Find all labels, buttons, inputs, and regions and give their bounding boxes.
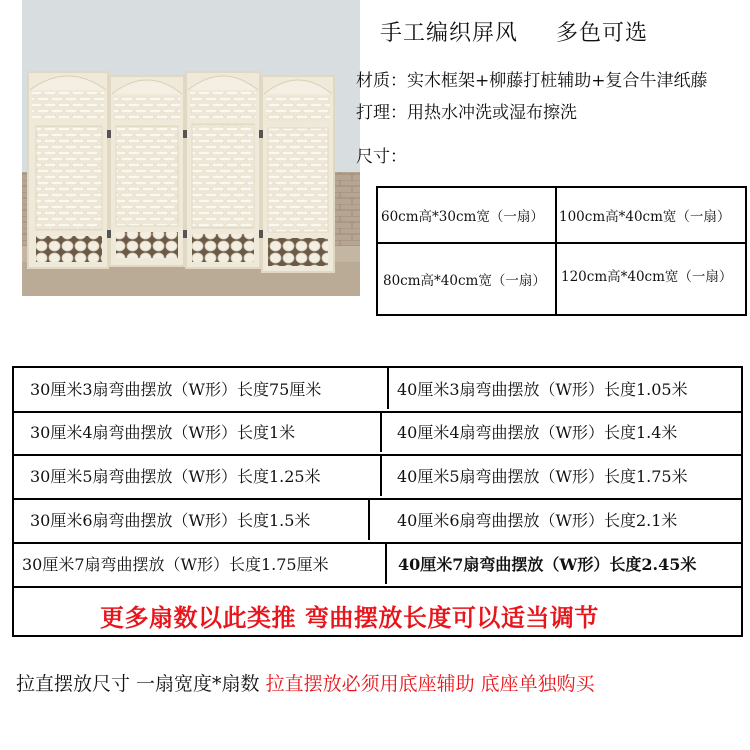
arrangement-cell: 30厘米4扇弯曲摆放（W形）长度1米: [14, 411, 382, 452]
table-row: [14, 454, 741, 500]
arrangement-cell: 30厘米5扇弯曲摆放（W形）长度1.25米: [14, 454, 382, 496]
product-title-line: [380, 16, 648, 47]
base-required-note: 拉直摆放必须用底座辅助 底座单独购买: [265, 673, 595, 695]
arrangement-cell: 30厘米7扇弯曲摆放（W形）长度1.75厘米: [14, 542, 387, 584]
material-text: 材质：实木框架+柳藤打桩辅助+复合牛津纸藤: [356, 71, 708, 91]
size-label: 尺寸：: [356, 147, 407, 167]
arrangement-cell: 40厘米7扇弯曲摆放（W形）长度2.45米: [398, 554, 697, 574]
straight-arrangement-note: [16, 669, 595, 696]
care-text: 打理：用热水冲洗或湿布擦洗: [356, 103, 577, 123]
size-table: [376, 186, 747, 316]
size-cell: 80cm高*40cm宽（一扇）: [383, 273, 546, 289]
product-title: 手工编织屏风: [380, 21, 519, 46]
screen-panel-2: [110, 76, 184, 266]
screen-panel-4: [262, 76, 334, 272]
colors-note: 多色可选: [556, 21, 649, 46]
size-table-divider: [555, 188, 557, 314]
size-cell: 120cm高*40cm宽（一扇）: [561, 269, 733, 285]
arrangement-cell: 40厘米6扇弯曲摆放（W形）长度2.1米: [397, 510, 678, 530]
arrangement-table: [12, 366, 743, 637]
arrangement-cell: 40厘米3扇弯曲摆放（W形）长度1.05米: [397, 380, 688, 399]
more-panels-note: 更多扇数以此类推 弯曲摆放长度可以适当调节: [100, 603, 599, 632]
size-cell: 100cm高*40cm宽（一扇）: [559, 209, 731, 225]
table-row: [14, 542, 741, 588]
arrangement-cell: 40厘米5扇弯曲摆放（W形）长度1.75米: [397, 466, 688, 486]
screen-panel-3: [186, 72, 260, 268]
straight-size-label: 拉直摆放尺寸 一扇宽度*扇数: [16, 673, 260, 695]
table-row: [14, 411, 741, 456]
product-photo: [22, 0, 360, 296]
table-row: [14, 368, 741, 413]
size-cell: 60cm高*30cm宽（一扇）: [381, 209, 544, 225]
arrangement-cell: 30厘米3扇弯曲摆放（W形）长度75厘米: [14, 368, 389, 409]
folding-screen-image: [22, 0, 360, 296]
table-row: [14, 498, 741, 544]
screen-panel-1: [28, 72, 108, 268]
arrangement-cell: 30厘米6扇弯曲摆放（W形）长度1.5米: [14, 498, 370, 540]
arrangement-cell: 40厘米4扇弯曲摆放（W形）长度1.4米: [397, 423, 678, 442]
